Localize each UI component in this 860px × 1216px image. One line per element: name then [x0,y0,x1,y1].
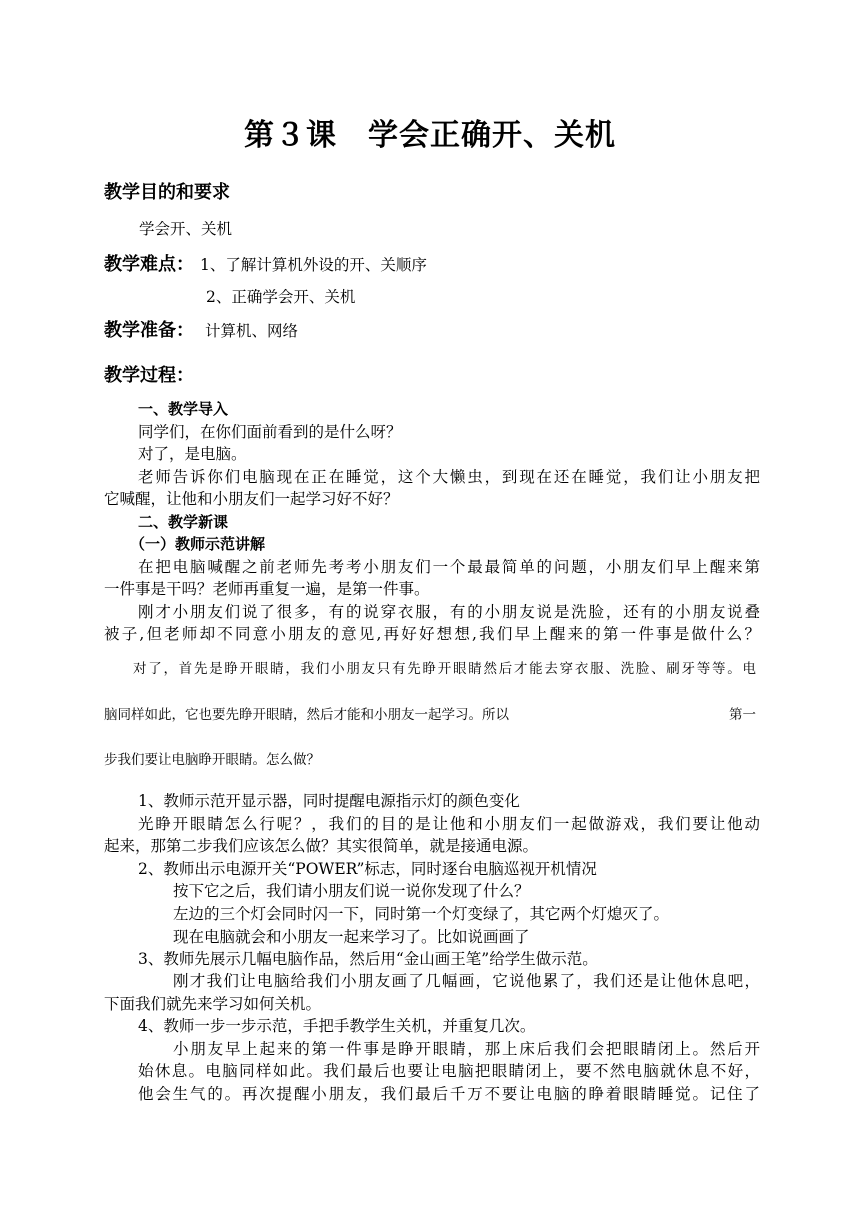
paragraph-line: 老师告诉你们电脑现在正在睡觉，这个大懒虫，到现在还在睡觉，我们让小朋友把 [138,468,760,486]
difficulty-item-2: 2、正确学会开、关机 [206,288,356,306]
preparation-text: 计算机、网络 [205,322,299,340]
paragraph-line: 刚才小朋友们说了很多，有的说穿衣服，有的小朋友说是洗脸，还有的小朋友说叠 [138,603,760,621]
paragraph: 按下它之后，我们请小朋友们说一说你发现了什么？ [173,882,530,900]
paragraph-line: 它喊醒，让他和小朋友们一起学习好不好？ [104,490,399,508]
paragraph-line: 脑同样如此，它也要先睁开眼睛，然后才能和小朋友一起学习。所以 [104,707,509,723]
paragraph-line: 对了，首先是睁开眼睛，我们小朋友只有先睁开眼睛然后才能去穿衣服、洗脸、刷牙等等。电 [133,661,756,677]
subsection-demo-heading: （一）教师示范讲解 [130,535,266,553]
paragraph-line: 他会生气的。再次提醒小朋友，我们最后千万不要让电脑的睁着眼睛睡觉。记住了 [138,1085,760,1103]
paragraph: 对了，是电脑。 [138,445,247,463]
paragraph-line: 小朋友早上起来的第一件事是睁开眼睛，那上床后我们会把眼睛闭上。然后开 [173,1040,760,1058]
preparation-heading: 教学准备： [104,320,194,341]
paragraph-line-end: 第一 [729,707,756,723]
process-heading: 教学过程： [104,365,194,386]
step-4: 4、教师一步一步示范，手把手教学生关机，并重复几次。 [138,1017,536,1035]
paragraph-line: 在把电脑喊醒之前老师先考考小朋友们一个最最简单的问题，小朋友们早上醒来第 [138,558,760,576]
paragraph-line: 始休息。电脑同样如此。我们最后也要让电脑把眼睛闭上，要不然电脑就休息不好， [138,1062,760,1080]
lesson-title: 第３课 学会正确开、关机 [244,118,616,153]
difficulties-heading: 教学难点： [104,254,194,275]
section-intro-heading: 一、教学导入 [138,400,229,418]
paragraph-line: 光睁开眼睛怎么行呢？，我们的目的是让他和小朋友们一起做游戏，我们要让他动 [138,815,760,833]
paragraph-line: 下面我们就先来学习如何关机。 [104,995,322,1013]
difficulty-item-1: 1、了解计算机外设的开、关顺序 [200,256,427,274]
step-3: 3、教师先展示几幅电脑作品，然后用“金山画王笔”给学生做示范。 [138,950,598,968]
objectives-heading: 教学目的和要求 [104,182,230,203]
paragraph: 同学们，在你们面前看到的是什么呀？ [138,423,402,441]
paragraph: 左边的三个灯会同时闪一下，同时第一个灯变绿了，其它两个灯熄灭了。 [173,905,670,923]
paragraph: 现在电脑就会和小朋友一起来学习了。比如说画画了 [173,928,530,946]
paragraph-line: 步我们要让电脑睁开眼睛。怎么做？ [104,752,320,768]
paragraph-line: 一件事是干吗？老师再重复一遍，是第一件事。 [104,580,430,598]
section-newlesson-heading: 二、教学新课 [138,513,229,531]
paragraph-line: 起来，那第二步我们应该怎么做？其实很简单，就是接通电源。 [104,837,539,855]
step-1: 1、教师示范开显示器，同时提醒电源指示灯的颜色变化 [138,792,520,810]
step-2: 2、教师出示电源开关“POWER”标志，同时逐台电脑巡视开机情况 [138,860,597,878]
paragraph-line: 被子,但老师却不同意小朋友的意见,再好好想想,我们早上醒来的第一件事是做什么？ [104,625,760,643]
objectives-text: 学会开、关机 [139,220,233,238]
paragraph-line: 刚才我们让电脑给我们小朋友画了几幅画，它说他累了，我们还是让他休息吧， [173,972,760,990]
